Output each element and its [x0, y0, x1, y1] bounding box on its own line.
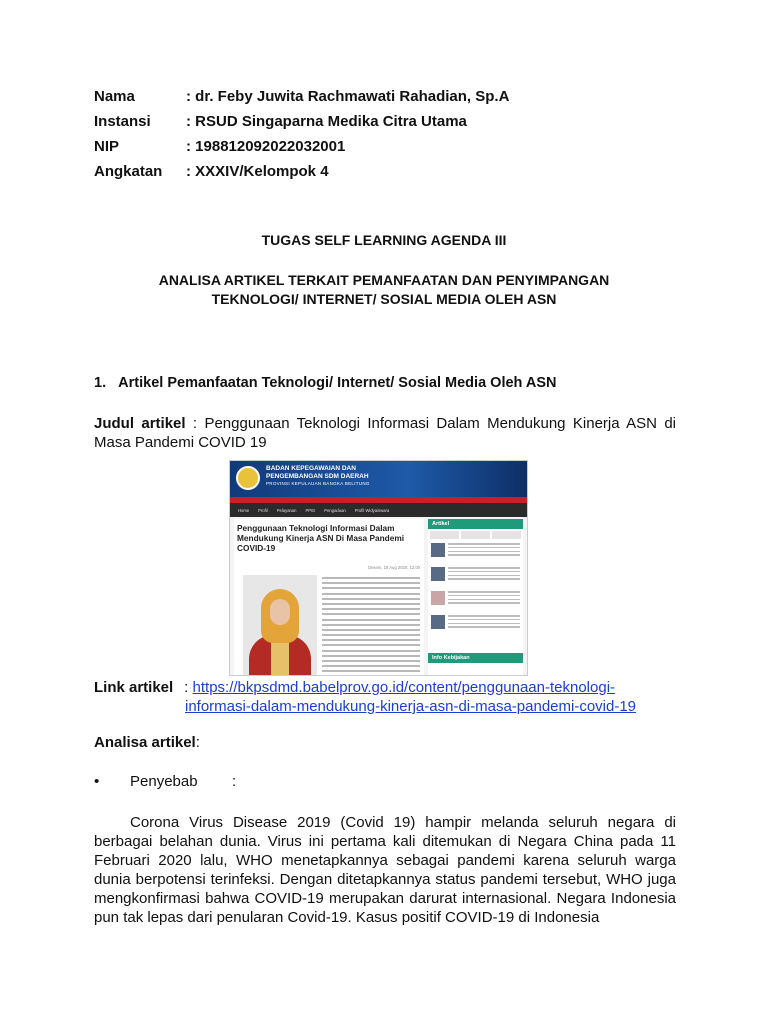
- site-nav-item: Profil Widyaiswara: [354, 507, 390, 513]
- site-article: [234, 519, 424, 675]
- judul-label: Judul artikel: [94, 415, 186, 432]
- author-photo: [243, 575, 317, 675]
- identity-value: : RSUD Singaparna Medika Citra Utama: [186, 113, 467, 130]
- article-link[interactable]: https://bkpsdmd.babelprov.go.id/content/penggunaan-teknologi-: [192, 679, 616, 696]
- site-article-date: Desem, 18 Aug 2020, 12:00: [368, 565, 420, 570]
- site-nav-item: Pelayanan: [276, 507, 297, 513]
- site-article-title: Penggunaan Teknologi Informasi Dalam Mendukung Kinerja ASN Di Masa Pandemi COVID-19: [237, 523, 405, 553]
- identity-row-nama: [94, 88, 509, 113]
- identity-row-nip: [94, 138, 509, 163]
- article-screenshot: [229, 460, 528, 676]
- site-article-body: [322, 577, 420, 676]
- sidebar-item: [428, 565, 523, 589]
- analisa-colon: :: [195, 734, 200, 751]
- section-heading: 1. Artikel Pemanfaatan Teknologi/ Internet/ Sosial Media Oleh ASN: [94, 375, 557, 391]
- org-line: PROVINSI KEPULAUAN BANGKA BELITUNG: [266, 481, 370, 486]
- identity-key: Instansi: [94, 113, 151, 130]
- site-sidebar: [428, 519, 523, 675]
- site-nav-item: Home: [238, 507, 250, 513]
- analysis-label-line: [94, 733, 676, 752]
- body-paragraph: Corona Virus Disease 2019 (Covid 19) hampir melanda seluruh negara di berbagai belahan dunia. Virus ini pertama kali ditemukan di Negara China pada 11 Februari 2020 lalu, WHO menetapkannya sebagai pandemi karena seluruh warga dunia berpotensi terinfeksi. Dengan ditetapkannya status pandemi tersebut, WHO juga mengkonfirmasi bahwa COVID-19 merupakan darurat internasional. Negara Indonesia pun tak lepas dari penularan Covid-19. Kasus positif COVID-19 di Indonesia: [94, 814, 676, 926]
- identity-key: Nama: [94, 88, 135, 105]
- article-link-continued[interactable]: informasi-dalam-mendukung-kinerja-asn-di-masa-pandemi-covid-19: [185, 698, 637, 715]
- bullet-item: [94, 772, 676, 791]
- analisa-label: Analisa artikel: [94, 734, 196, 751]
- site-header: [230, 461, 527, 497]
- site-nav-item: Profil: [258, 507, 268, 513]
- sidebar-heading: Artikel: [428, 519, 523, 529]
- link-separator: :: [180, 679, 193, 696]
- photo-shape: [270, 599, 290, 625]
- identity-value: : XXXIV/Kelompok 4: [186, 163, 329, 180]
- link-paragraph: [94, 678, 676, 716]
- org-line: BADAN KEPEGAWAIAN DAN: [266, 465, 356, 472]
- bullet-colon: :: [232, 773, 237, 790]
- site-nav-item: PPID: [305, 507, 316, 513]
- analysis-title-line2: TEKNOLOGI/ INTERNET/ SOSIAL MEDIA OLEH ASN: [211, 291, 557, 307]
- sidebar-item: [428, 613, 523, 637]
- identity-key: Angkatan: [94, 163, 163, 180]
- identity-key: NIP: [94, 138, 120, 155]
- article-title-paragraph: [94, 414, 676, 452]
- bullet-label: Penyebab: [130, 773, 198, 790]
- bullet-dot-icon: •: [94, 773, 100, 790]
- analysis-title-line1: ANALISA ARTIKEL TERKAIT PEMANFAATAN DAN PENYIMPANGAN: [158, 272, 610, 288]
- sidebar-item: [428, 589, 523, 613]
- identity-value: : 198812092022032001: [186, 138, 346, 155]
- agency-logo-icon: [236, 466, 260, 490]
- sidebar-tabs: [430, 531, 521, 539]
- site-org-name: [266, 465, 370, 488]
- identity-row-angkatan: [94, 163, 509, 188]
- identity-row-instansi: [94, 113, 509, 138]
- assignment-title: TUGAS SELF LEARNING AGENDA III: [261, 232, 507, 248]
- link-label: Link artikel: [94, 679, 174, 696]
- site-nav: [230, 503, 527, 517]
- identity-value: : dr. Feby Juwita Rachmawati Rahadian, Sp.A: [186, 88, 510, 105]
- sidebar-item: [428, 541, 523, 565]
- org-line: PENGEMBANGAN SDM DAERAH: [266, 472, 369, 480]
- sidebar-heading: Info Kebijakan: [428, 653, 523, 663]
- site-nav-item: Pengaduan: [324, 507, 346, 513]
- judul-value: : Penggunaan Teknologi Informasi Dalam Mendukung Kinerja ASN di Masa Pandemi COVID 19: [94, 415, 677, 451]
- identity-table: [94, 88, 509, 188]
